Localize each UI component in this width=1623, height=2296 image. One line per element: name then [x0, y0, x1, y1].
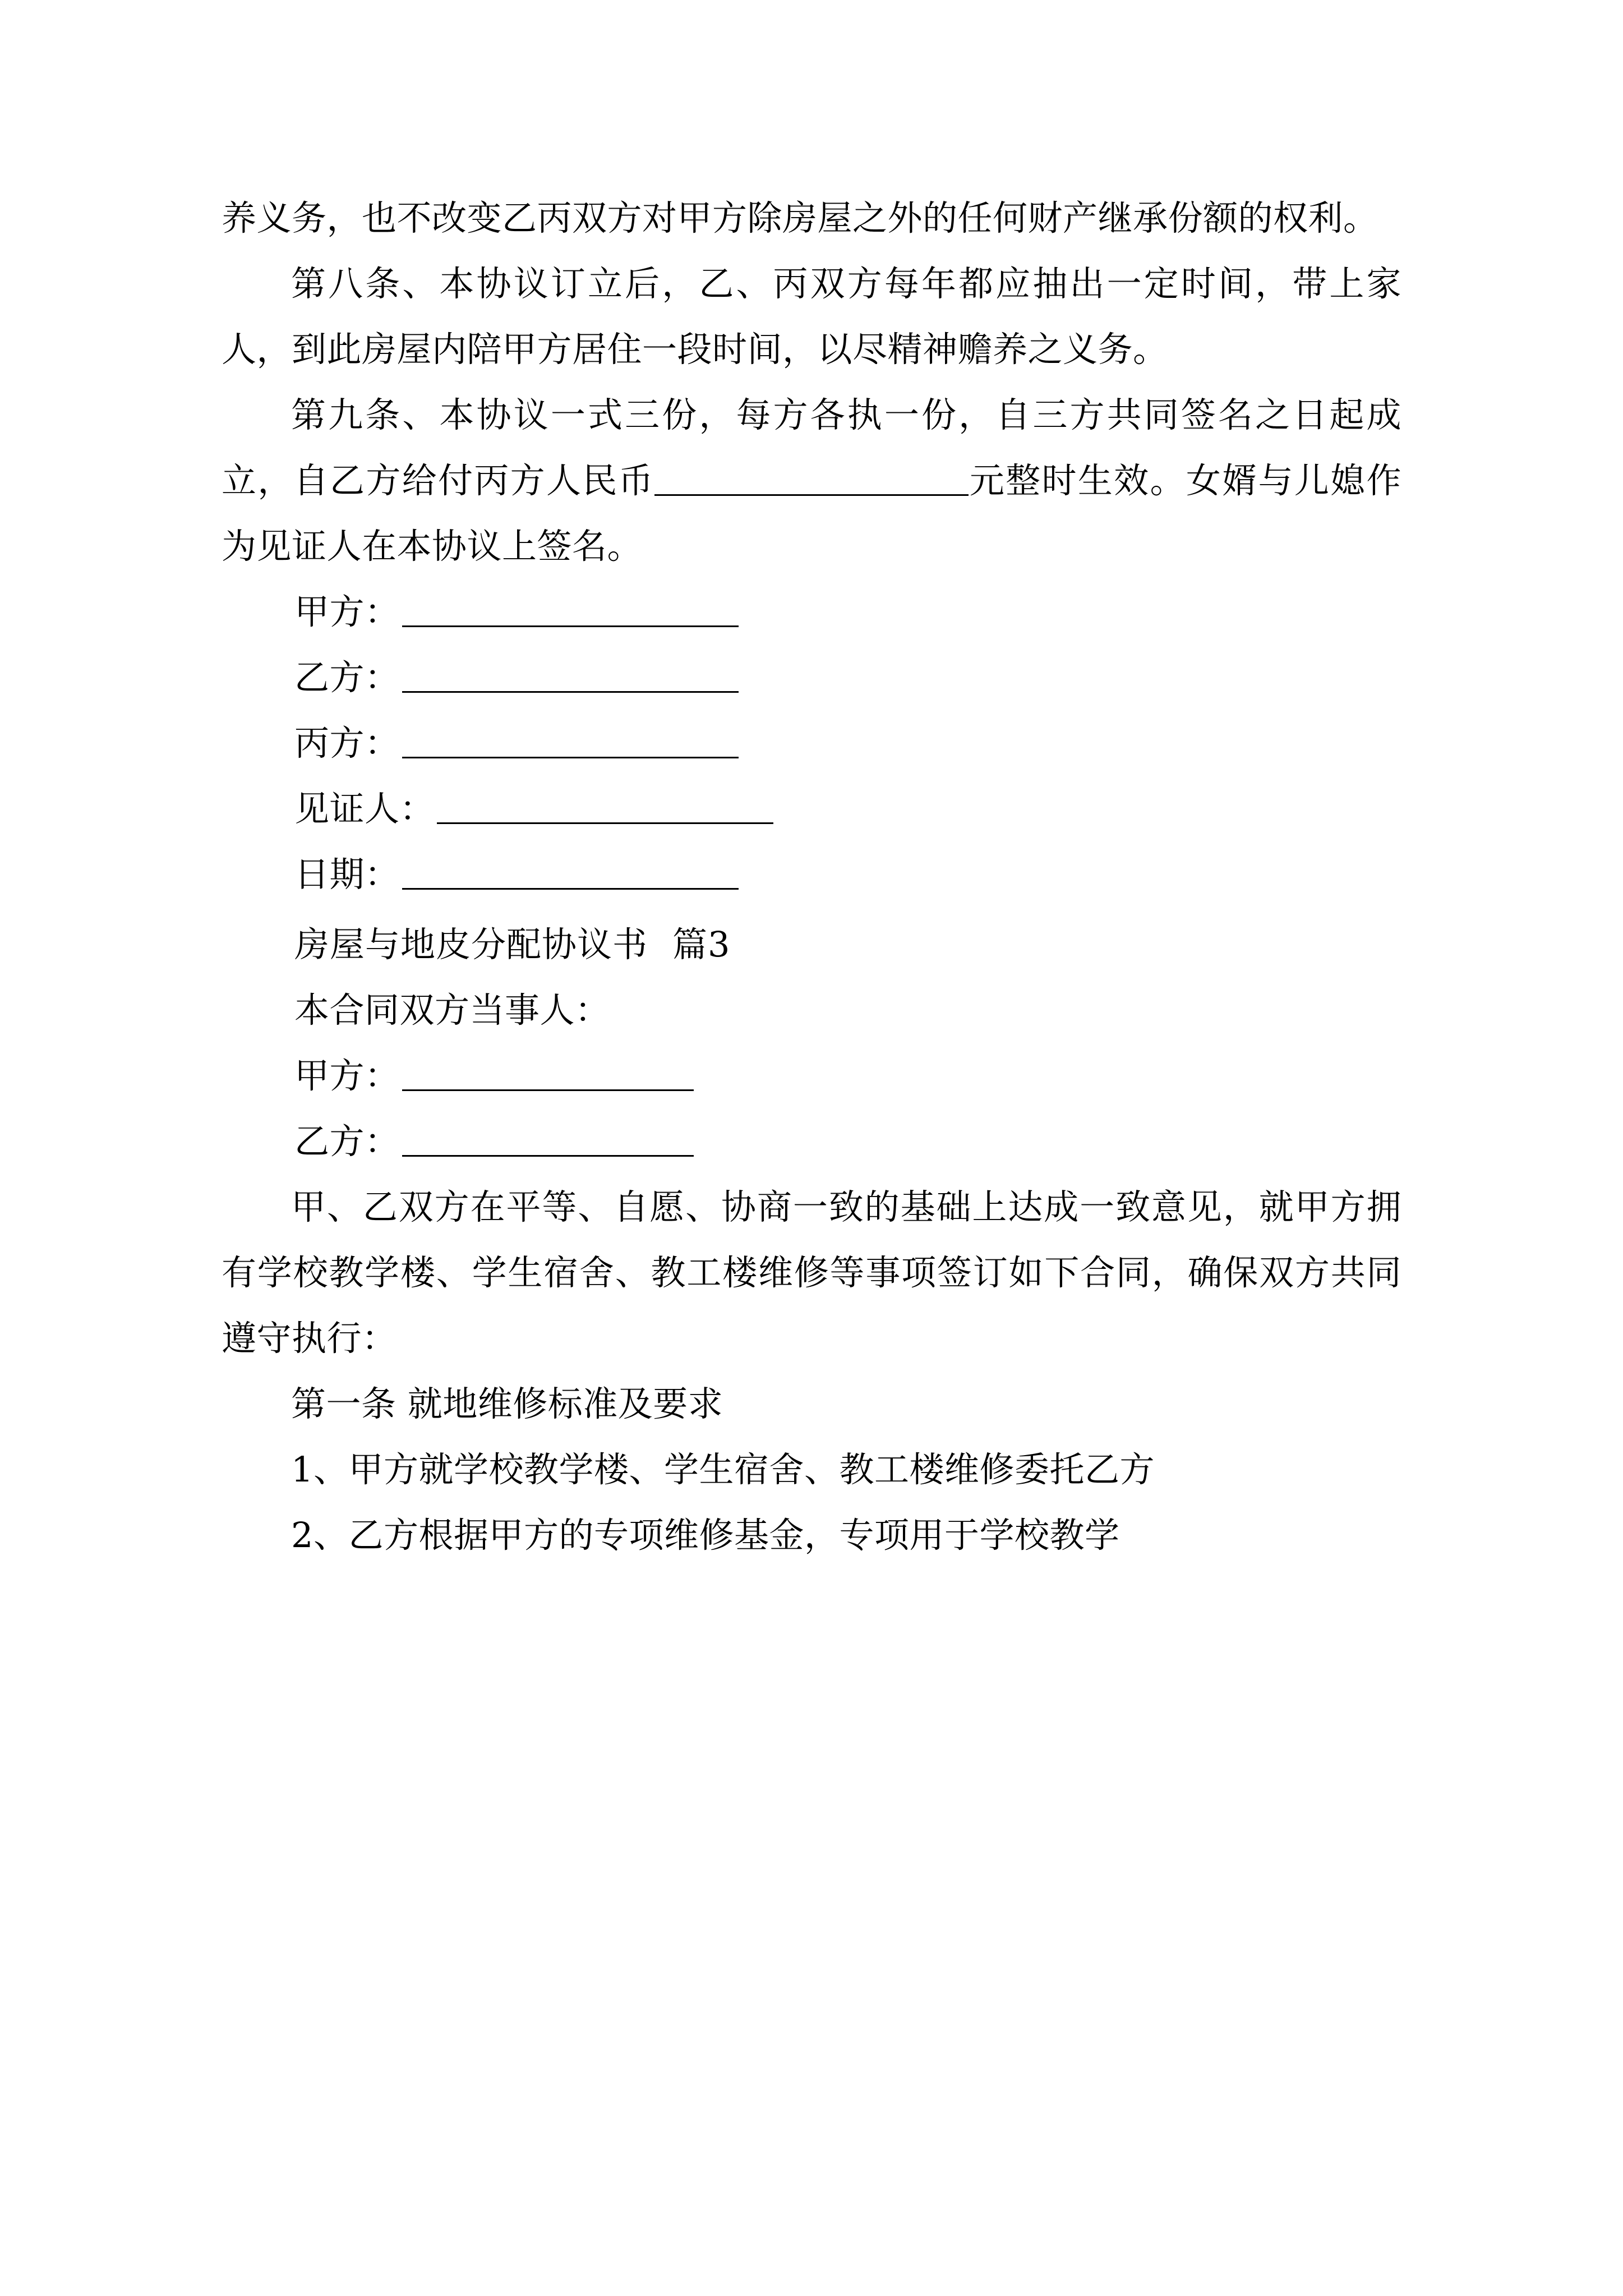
signature-blank-party-a	[402, 625, 739, 627]
article-nine-text-after: 元整时生效。女婿与儿媳作为见证人在本协议上签名。	[222, 460, 1401, 567]
section-heading-title: 房屋与地皮分配协议书	[294, 924, 648, 965]
signature-label-date: 日期：	[294, 854, 400, 895]
amount-blank-line	[654, 494, 969, 496]
signature-blank-party-a-2	[402, 1089, 694, 1091]
signature-line-party-a	[294, 579, 1401, 645]
paragraph-article-eight: 第八条、本协议订立后，乙、丙双方每年都应抽出一定时间，带上家人，到此房屋内陪甲方居住一段时间，以尽精神赡养之义务。	[222, 263, 1401, 370]
signature-label-party-c: 丙方：	[294, 723, 400, 763]
section-heading-number: 篇3	[672, 924, 731, 965]
signature-blank-party-b	[402, 691, 739, 693]
signature-line-party-b	[294, 645, 1401, 710]
signature-line-date	[294, 841, 1401, 907]
signature-blank-party-b-2	[402, 1155, 694, 1157]
signature-label-party-b: 乙方：	[294, 657, 400, 698]
paragraph-parties-intro: 本合同双方当事人：	[294, 990, 610, 1030]
signature-label-party-b-2: 乙方：	[294, 1121, 400, 1162]
document-body	[222, 185, 1401, 1568]
paragraph-agreement-basis: 甲、乙双方在平等、自愿、协商一致的基础上达成一致意见，就甲方拥有学校教学楼、学生宿舍、教工楼维修等事项签订如下合同，确保双方共同遵守执行：	[222, 1186, 1401, 1359]
signature-blank-date	[402, 888, 739, 890]
signature-label-witness: 见证人：	[294, 788, 435, 829]
signature-label-party-a: 甲方：	[294, 591, 400, 632]
paragraph-article-one-title: 第一条 就地维修标准及要求	[291, 1383, 723, 1424]
section-heading	[294, 912, 1401, 977]
signature-line-party-a-2	[294, 1043, 1401, 1108]
signature-label-party-a-2: 甲方：	[294, 1055, 400, 1096]
paragraph-item-1: 1、甲方就学校教学楼、学生宿舍、教工楼维修委托乙方	[291, 1449, 1155, 1490]
signature-blank-party-c	[402, 757, 739, 758]
paragraph-continued: 养义务，也不改变乙丙双方对甲方除房屋之外的任何财产继承份额的权利。	[222, 197, 1378, 238]
signature-line-witness	[294, 776, 1401, 841]
paragraph-article-nine	[222, 382, 1401, 579]
signature-line-party-c	[294, 710, 1401, 776]
signature-blank-witness	[437, 822, 773, 824]
signature-line-party-b-2	[294, 1108, 1401, 1174]
article-nine-text-before: 第九条、本协议一式三份，每方各执一份，自三方共同签名之日起成立，自乙方给付丙方人民币	[222, 394, 1401, 501]
paragraph-item-2: 2、乙方根据甲方的专项维修基金，专项用于学校教学	[291, 1515, 1120, 1556]
spacer	[222, 907, 1401, 912]
